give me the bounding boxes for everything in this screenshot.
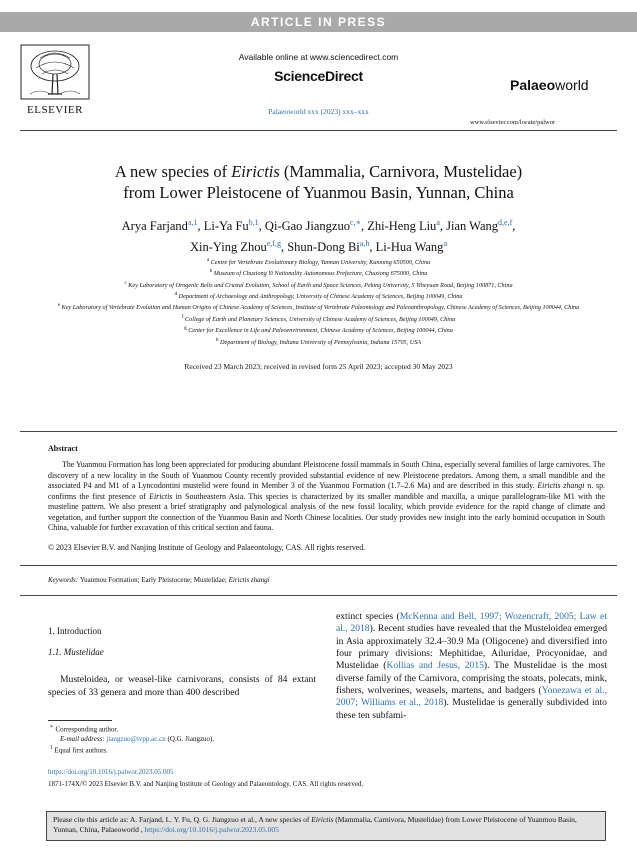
title-line2: from Lower Pleistocene of Yuanmou Basin, Yunnan, China [123,183,514,202]
author-name[interactable]: Jian Wang [446,219,499,234]
ref-link-1[interactable]: McKenna and Bell, 1997; Wozencraft, 2005; Law et al., 2018 [336,611,607,635]
equal-text: Equal first authors. [54,746,108,755]
corr-mark: ∗ [49,724,54,730]
affiliation-mark: c [124,279,127,286]
affiliation-text: Museum of Chuxiong Yi Nationality Autonomous Prefecture, Chuxiong 675000, China [213,270,428,278]
received-dates: Received 23 March 2023; received in revised form 25 April 2023; accepted 30 May 2023 [184,362,453,371]
cite-genus: Eirictis [311,815,334,824]
affiliation-mark: a [206,257,210,263]
affiliation [30,301,607,312]
email-footnote [48,735,316,744]
abstract-top-rule [20,431,617,432]
affiliation [30,256,607,267]
author-affiliation-mark[interactable]: a,1 [187,218,198,227]
issn-line: 1871-174X/© 2023 Elsevier B.V. and Nanjing Institute of Geology and Palaeontology, CAS. All rights reserved. [48,780,364,788]
affiliation-mark: d [174,291,178,298]
journal-reference[interactable]: Palaeoworld xxx (2023) xxx–xxx [268,107,369,116]
publisher-name: ELSEVIER [27,104,83,116]
affiliation [30,324,607,335]
body-text-col2 [336,611,607,722]
body-text-col1: Musteloidea, or weasel-like carnivorans, consists of 84 extant species of 33 genera and more than 400 described [48,674,316,698]
affiliation-text: Department of Archaeology and Anthropology, University of Chinese Academy of Sciences, Beijing 100049, China [178,293,463,301]
col2-text-c: ). The Mustelidae is the most diverse family of the Carnivora, comprising the stoats, polecats, mink, fishers, wolverines, weasels, martens, and badgers ( [336,660,608,697]
article-in-press-banner: ARTICLE IN PRESS [0,12,637,32]
affiliation [30,267,607,278]
corresponding-footnote [48,723,316,735]
corr-text: Corresponding author. [55,725,119,734]
keywords-species: Eirictis zhangi [228,576,270,584]
affiliation-text: Department of Biology, Indiana University of Pennsylvania, Indiana 15705, USA [220,338,422,346]
author-name[interactable]: Li-Ya Fu [203,219,249,234]
abstract-part2: n. sp. confirms the first presence of [48,481,605,501]
affiliation-text: College of Earth and Planetary Sciences, University of Chinese Academy of Sciences, Beijing 100049, China [185,315,456,323]
author-name[interactable]: Zhi-Heng Liu [367,219,437,234]
keywords [48,576,270,584]
header-rule [20,130,617,131]
abstract-heading: Abstract [48,444,78,453]
keywords-top-rule [20,565,617,566]
affiliation-mark: h [215,336,219,343]
ref-link-3[interactable]: Yonezawa et al., 2007; Williams et al., 2018 [336,685,608,709]
keywords-bottom-rule [20,595,617,596]
author-name[interactable]: Shun-Dong Bi [287,240,360,255]
abstract-part1: The Yuanmou Formation has long been appreciated for producing abundant Pleistocene fossil mammals in South China, especially several families of large carnivores. The discovery of a new locality in the South of Yuanmou County recently provided substantial evidence of new Pleistocene predators. Among them, a small mandible and the associated P4 and M1 of a Lyncodontini mustelid were found in Member 3 of the Yuanmou Formation (1.7–2.6 Ma) and are described in this study. [48,460,605,490]
affiliation [30,290,607,301]
col2-text-b: ). Recent studies have revealed that the Musteloidea emerged in Asia approximately 32.4–30.9 Ma (Oligocene) and diversified into four primary divisions: Mephitidae, Ailuridae, Procyonidae, and Mustelidae ( [336,623,608,672]
subsection-heading: 1.1. Mustelidae [48,647,104,657]
citation-box [46,811,606,841]
affiliation-text: Key Laboratory of Orogenic Belts and Crustal Evolution, School of Earth and Space Sciences, Peking University, 5 Yiheyuan Road, Beijing 100871, China [128,281,513,289]
journal-logo-bold: Palaeo [510,77,556,93]
affiliation-text: Key Laboratory of Vertebrate Evolution and Human Origins of Chinese Academy of Sciences, Institute of Vertebrate Paleontology and Paleoanthropology, Chinese Academy of Sciences, Beijing 100044, China [61,304,580,312]
author-affiliation-mark[interactable]: b,1 [248,218,259,227]
author-list: Arya Farjand$^{a,1}$, Li-Ya Fu$^{b,1}$, Qi-Gao Jiangzuo$^{c,∗}$, Zhi-Heng Liu$^a$, Jian Wang$^{d,e,f}$, Xin-Ying Zhou$^{e,f,g}$, Shun-Dong Bi$^{a,h}$, Li-Hua Wang$^a$ [121,218,516,255]
affiliation-text: Center for Excellence in Life and Paleoenvironment, Chinese Academy of Sciences, Beijing 100044, China [188,327,453,335]
author-name[interactable]: Xin-Ying Zhou [190,240,267,255]
keywords-list: Yuanmou Formation; Early Pleistocene; Mustelidae; [79,576,229,584]
keywords-label: Keywords: [48,576,79,584]
sciencedirect-logo: ScienceDirect [274,68,363,84]
author-affiliation-mark[interactable]: e,f,g [266,239,281,249]
abstract-part3: in Southeastern Asia. This species is characterized by its smaller mandible and maxilla, a unique parallelogram-like M1 with the musteline pattern. We also present a brief stratigraphy and palynological analysis of the new fossil locality, which provide evidence for the rapid change of climate and vegetation, and further support the connection of the Yuanmou Basin and North Chinese localities. Our study provides new insight into the early hominid occupation in South China, valuable for further excavation of this critical section and fauna. [48,491,606,532]
title-line1-post: (Mammalia, Carnivora, Mustelidae) [279,162,523,181]
section-heading: 1. Introduction [48,626,102,636]
cite-doi-link[interactable]: https://doi.org/10.1016/j.palwor.2023.05.005 [144,825,279,834]
affiliation [30,336,607,347]
ref-link-2[interactable]: Kollias and Jesus, 2015 [386,660,484,672]
abstract-species: Eirictis zhangi [537,481,585,490]
author-affiliation-mark[interactable]: a [436,218,440,227]
email-label: E-mail address: [60,734,105,743]
affiliation-list [30,256,607,347]
journal-logo-rest: world [555,77,589,93]
email-name: (Q.G. Jiangzuo). [167,734,215,743]
affiliation-mark: b [209,268,213,275]
equal-footnote [48,744,316,756]
author-name[interactable]: Li-Hua Wang [375,240,444,255]
available-online: Available online at www.sciencedirect.com [238,52,399,62]
abstract-copyright: © 2023 Elsevier B.V. and Nanjing Institute of Geology and Palaeontology, CAS. All rights reserved. [48,543,366,552]
equal-mark: 1 [49,744,53,751]
author-name[interactable]: Qi-Gao Jiangzuo [264,219,350,234]
cite-a: Please cite this article as: A. Farjand, L. Y. Fu, Q. G. Jiangzuo et al., A new species of [53,815,312,824]
footnote-rule [48,720,112,721]
author-affiliation-mark[interactable]: a [443,239,447,249]
abstract-text [48,460,605,534]
doi-link[interactable]: https://doi.org/10.1016/j.palwor.2023.05.005 [48,768,174,776]
cite-b: (Mammalia, Carnivora, Mustelidae) from Lower Pleistocene of Yuanmou Basin, Yunnan, China, Palaeoworld , [53,815,577,834]
affiliation-mark: g [184,325,187,332]
footnotes [48,723,316,755]
affiliation-text: Centre for Vertebrate Evolutionary Biology, Yunnan University, Kunming 650500, China [210,259,431,267]
title-genus: Eirictis [231,162,280,181]
email-link[interactable]: jiangzuo@ivpp.ac.cn [106,734,166,743]
author-affiliation-mark[interactable]: c,∗ [349,218,361,227]
journal-logo [510,77,589,93]
title-line1-pre: A new species of [114,162,232,181]
col2-text-d: ). Mustelidae is generally subdivided into these ten subfami- [336,697,607,721]
affiliation-mark: e [57,302,61,309]
journal-url[interactable]: www.elsevier.com/locate/palwor [470,119,556,126]
affiliation [30,279,607,290]
abstract-genus: Eirictis [149,491,173,501]
author-affiliation-mark[interactable]: a,h [359,239,370,249]
col2-text-a: extinct species ( [336,611,400,622]
author-name[interactable]: Arya Farjand [121,219,188,234]
article-title [30,161,607,203]
affiliation-mark: f [181,313,184,320]
author-affiliation-mark[interactable]: d,e,f [498,218,513,227]
affiliation [30,313,607,324]
